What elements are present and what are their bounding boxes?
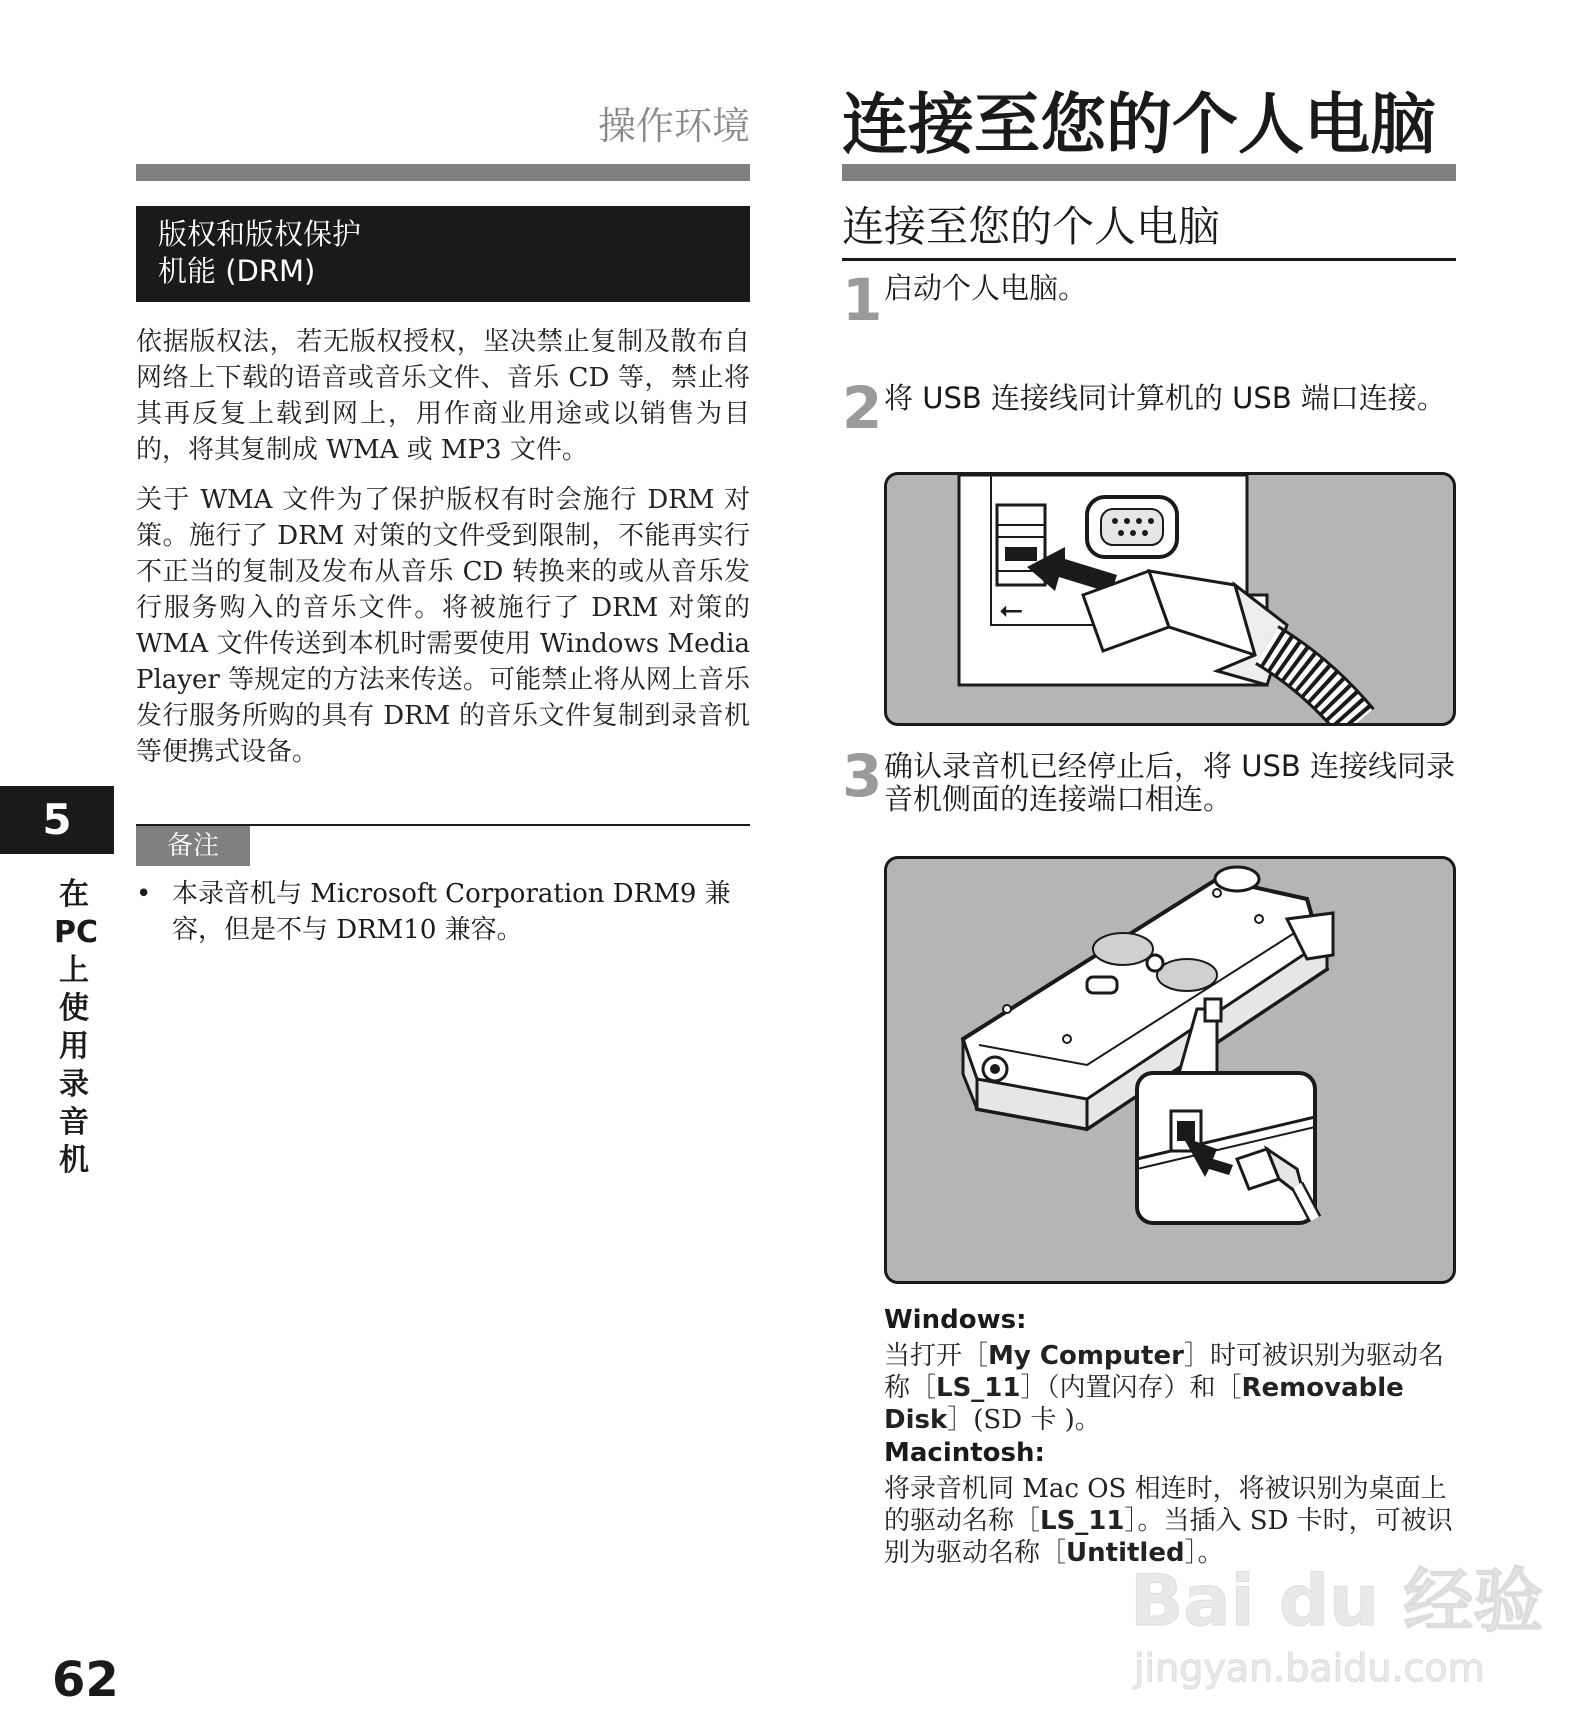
drive-name-my-computer: My Computer xyxy=(988,1341,1184,1371)
drm-heading-line2: 机能 (DRM) xyxy=(158,254,316,288)
drive-name-removable-disk: Removable Disk xyxy=(884,1373,1404,1435)
mac-text-part: ］。当插入 SD 卡时，可被识别为驱动名称［ xyxy=(884,1506,1453,1568)
section-title: 连接至您的个人电脑 xyxy=(842,202,1221,251)
chapter-tab: 5 xyxy=(0,786,114,854)
section-label: 操作环境 xyxy=(597,104,750,148)
macintosh-description xyxy=(884,1473,1456,1569)
chapter-title-char: 录 xyxy=(59,1067,89,1102)
watermark-url: jingyan.baidu.com xyxy=(1134,1646,1485,1690)
windows-text-part: ］时可被识别为驱动名称［ xyxy=(884,1341,1444,1403)
mac-text-part: ］。 xyxy=(1184,1538,1224,1568)
copyright-paragraph: 依据版权法，若无版权授权，坚决禁止复制及散布自网络上下载的语音或音乐文件、音乐 CD 等，禁止将其再反复上载到网上，用作商业用途或以销售为目的，将其复制成 WMA 或 MP3 文件。 xyxy=(136,327,750,465)
note-bullet: • xyxy=(136,879,152,909)
page-number: 62 xyxy=(52,1652,119,1708)
macintosh-heading: Macintosh: xyxy=(884,1438,1045,1468)
chapter-title-char: 使 xyxy=(59,991,89,1026)
usb-pc-connection-illustration xyxy=(884,472,1456,726)
step-text: 将 USB 连接线同计算机的 USB 端口连接。 xyxy=(884,381,1446,415)
section-title-rule xyxy=(842,258,1456,261)
drive-name-ls11: LS_11 xyxy=(1040,1506,1125,1536)
chapter-title-char: 用 xyxy=(59,1029,89,1064)
windows-description xyxy=(884,1340,1456,1436)
drive-name-ls11: LS_11 xyxy=(936,1373,1021,1403)
step-text: 确认录音机已经停止后，将 USB 连接线同录音机侧面的连接端口相连。 xyxy=(884,749,1455,816)
drive-name-untitled: Untitled xyxy=(1066,1538,1185,1568)
baidu-watermark xyxy=(1130,1560,1544,1700)
step-number: 2 xyxy=(842,374,883,442)
chapter-title-char: 上 xyxy=(59,953,89,988)
drm-paragraph: 关于 WMA 文件为了保护版权有时会施行 DRM 对策。施行了 DRM 对策的文件受到限制，不能再实行不正当的复制及发布从音乐 CD 转换来的或从音乐发行服务购入的音乐文件。将被施行了 DRM 对策的 WMA 文件传送到本机时需要使用 Windows Media Player 等规定的方法来传送。可能禁止将从网上音乐发行服务所购的具有 DRM 的音乐文件复制到录音机等便携式设备。 xyxy=(136,485,750,767)
windows-text-part: ］(SD 卡 )。 xyxy=(947,1405,1101,1435)
right-header-rule xyxy=(842,164,1456,181)
step-number: 1 xyxy=(842,266,883,334)
drm-heading-line1: 版权和版权保护 xyxy=(158,217,362,251)
note-item xyxy=(136,876,750,948)
left-header-rule xyxy=(136,164,750,181)
page-title: 连接至您的个人电脑 xyxy=(842,86,1436,163)
windows-text-part: 当打开［ xyxy=(884,1341,989,1371)
chapter-title-char: 机 xyxy=(59,1143,89,1178)
mac-text-part: 将录音机同 Mac OS 相连时，将被识别为桌面上的驱动名称［ xyxy=(884,1474,1447,1536)
chapter-title xyxy=(54,876,99,1180)
watermark-brand: Bai du 经验 xyxy=(1130,1560,1544,1642)
note-tab: 备注 xyxy=(136,826,250,866)
svg-text:⭠: ⭠ xyxy=(999,592,1023,627)
note-text: 本录音机与 Microsoft Corporation DRM9 兼容，但是不与 DRM10 兼容。 xyxy=(172,879,731,945)
chapter-title-char: 音 xyxy=(59,1105,89,1140)
chapter-title-char: PC xyxy=(54,915,99,950)
step-number: 3 xyxy=(842,742,883,810)
usb-recorder-connection-illustration xyxy=(884,856,1456,1284)
drm-heading-box xyxy=(136,206,750,302)
chapter-title-char: 在 xyxy=(59,877,89,912)
step-text: 启动个人电脑。 xyxy=(884,271,1088,305)
windows-heading: Windows: xyxy=(884,1305,1027,1335)
windows-text-part: ］（内置闪存）和［ xyxy=(1020,1373,1242,1403)
